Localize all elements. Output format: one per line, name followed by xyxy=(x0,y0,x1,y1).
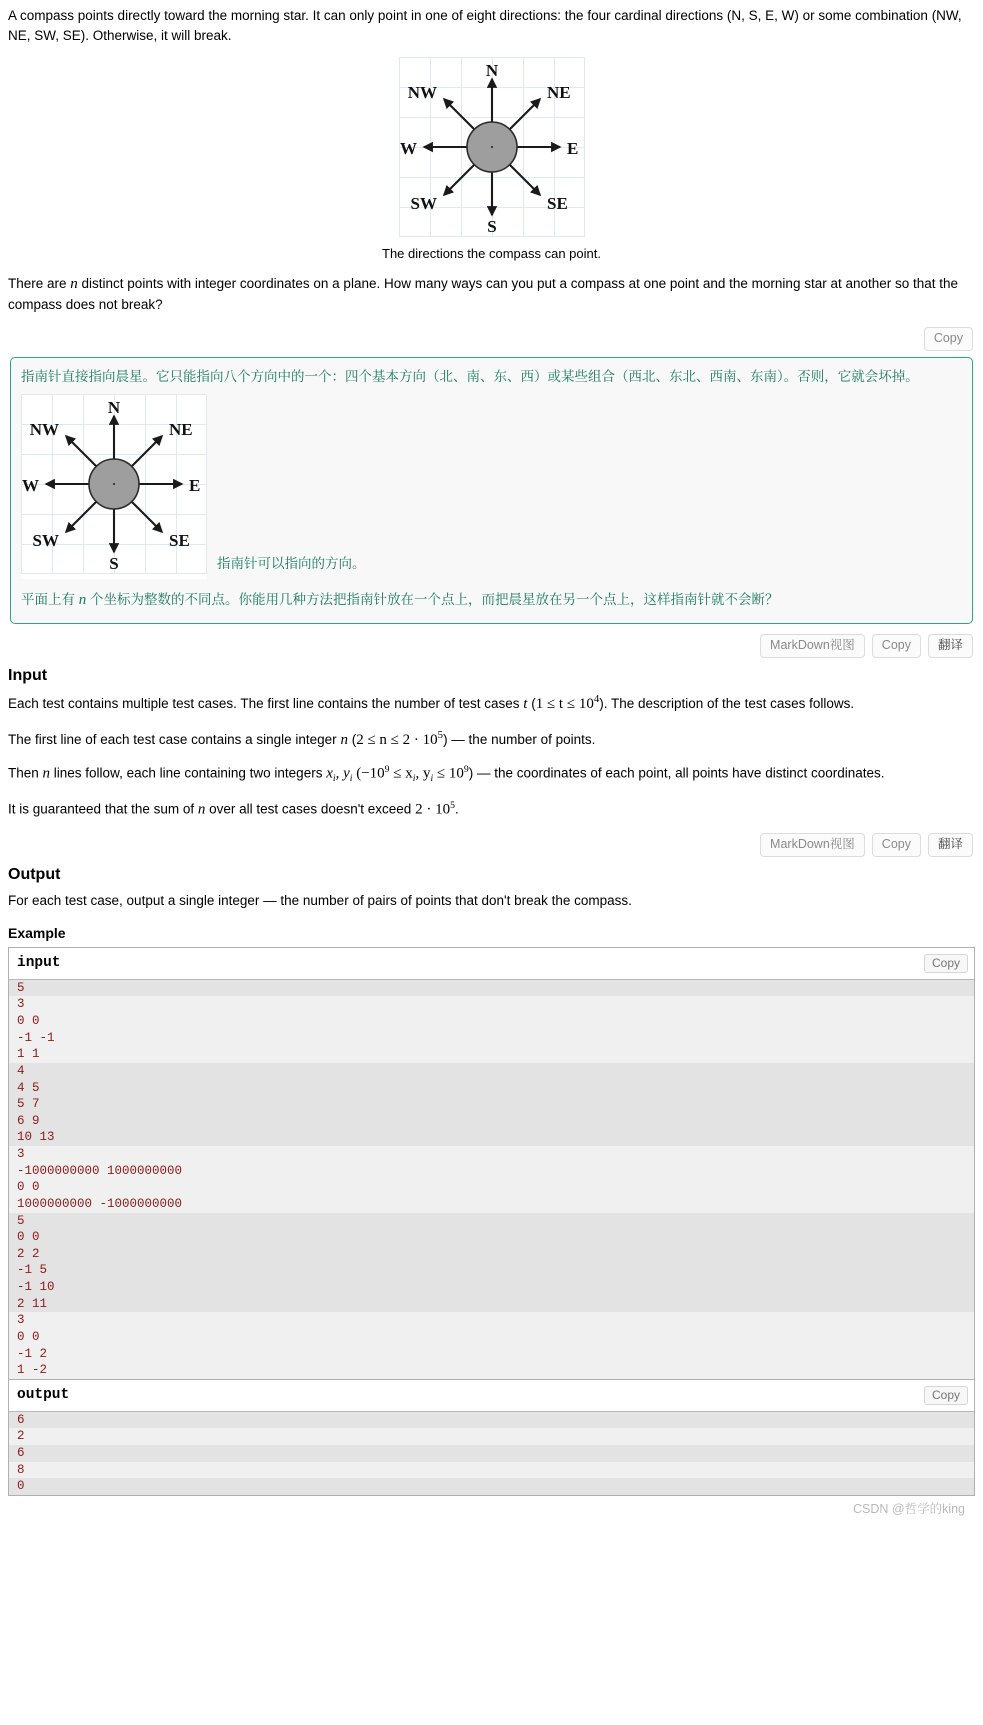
compass-label-ne: NE xyxy=(546,83,571,103)
compass-label-sw: SW xyxy=(410,194,437,214)
input-p4-a: It is guaranteed that the sum of xyxy=(8,801,198,817)
example-input-body xyxy=(9,980,974,1379)
figure-caption: The directions the compass can point. xyxy=(382,245,601,261)
input-p1-a: Each test contains multiple test cases. The first line contains the number of test cases xyxy=(8,695,524,711)
compass-label-se: SE xyxy=(546,194,568,214)
example-input-box xyxy=(8,947,975,1380)
io-line: 6 xyxy=(9,1445,974,1462)
translation-compass-label-nw: NW xyxy=(29,419,59,439)
io-line: 0 0 xyxy=(9,1329,974,1346)
input-p3-sub-i1: i xyxy=(332,773,336,785)
compass-label-w: W xyxy=(399,139,417,159)
input-p3-var-n: n xyxy=(42,765,51,782)
io-line: 4 xyxy=(9,1063,974,1080)
input-p3-a: Then xyxy=(8,765,43,781)
copy-button-statement[interactable]: Copy xyxy=(924,327,973,351)
input-p3-b: lines follow, each line containing two integers xyxy=(50,765,327,781)
input-p1-b: ( xyxy=(527,695,536,711)
output-heading: Output xyxy=(8,865,61,883)
toolbar-output xyxy=(8,833,973,857)
stmt2-part-b: distinct points with integer coordinates on a plane. How many ways can you put a compass at one point and the morning star at another so that the compass does not break? xyxy=(8,275,959,313)
input-p1-exponent: 4 xyxy=(593,692,600,705)
compass-label-s: S xyxy=(486,217,497,237)
io-line: 3 xyxy=(9,996,974,1013)
input-p3-g: ) — the coordinates of each point, all points have distinct coordinates. xyxy=(468,765,885,781)
trans2-part-a: 平面上有 xyxy=(21,592,79,608)
io-line: 0 xyxy=(9,1478,974,1495)
input-p3-exponent-1: 9 xyxy=(384,764,390,776)
markdown-view-button-output[interactable]: MarkDown视图 xyxy=(760,833,865,857)
io-line: -1 10 xyxy=(9,1279,974,1296)
input-p2-b: ( xyxy=(347,731,357,747)
copy-button-input[interactable]: Copy xyxy=(872,634,921,658)
io-line: 0 0 xyxy=(9,1013,974,1030)
input-p3-exponent-2: 9 xyxy=(463,764,469,776)
input-p2-range xyxy=(356,728,444,748)
example-heading: Example xyxy=(8,924,66,941)
io-line: 8 xyxy=(9,1462,974,1479)
output-paragraph: For each test case, output a single integer — the number of pairs of points that don't break the compass. xyxy=(8,892,632,908)
copy-button-example-input[interactable]: Copy xyxy=(924,954,968,973)
io-line: -1000000000 1000000000 xyxy=(9,1163,974,1180)
input-heading: Input xyxy=(8,666,48,684)
translation-paragraph-1: 指南针直接指向晨星。它只能指向八个方向中的一个：四个基本方向（北、南、东、西）或某些组合（西北、东北、西南、东南）。否则，它就会坏掉。 xyxy=(21,368,919,384)
io-line: 2 xyxy=(9,1428,974,1445)
translation-figure-row xyxy=(21,394,962,580)
io-line: 6 xyxy=(9,1412,974,1429)
statement-paragraph-2 xyxy=(8,274,975,315)
translation-compass-label-s: S xyxy=(109,553,119,573)
io-line: 5 xyxy=(9,1213,974,1230)
example-input-label: input xyxy=(17,954,61,971)
translation-compass-label-se: SE xyxy=(169,530,190,550)
input-paragraph-2 xyxy=(8,728,975,752)
stmt2-part-a: There are xyxy=(8,275,71,291)
io-line: 3 xyxy=(9,1146,974,1163)
io-line: 0 0 xyxy=(9,1229,974,1246)
io-line: 2 2 xyxy=(9,1246,974,1263)
input-p2-a: The first line of each test case contains a single integer xyxy=(8,731,341,747)
input-p4-c: . xyxy=(454,801,459,817)
translation-figure-caption: 指南针可以指向的方向。 xyxy=(217,555,366,571)
input-p4-value: 2 · 10 xyxy=(415,801,451,818)
input-p3-e: , y xyxy=(415,765,431,782)
example-output-label: output xyxy=(17,1386,70,1403)
input-p3-f: ≤ 10 xyxy=(433,765,464,782)
input-p3-sub-i3: i xyxy=(412,773,416,785)
input-p4-b: over all test cases doesn't exceed xyxy=(205,801,416,817)
trans2-part-b: 个坐标为整数的不同点。你能用几种方法把指南针放在一个点上，而把晨星放在另一个点上，这样指南针就不会断？ xyxy=(86,592,779,608)
io-line: -1 5 xyxy=(9,1262,974,1279)
translation-compass-label-sw: SW xyxy=(32,530,59,550)
input-p1-c: ). The description of the test cases follows. xyxy=(599,695,855,711)
input-p3-sub-i4: i xyxy=(430,773,434,785)
translation-panel xyxy=(10,357,973,624)
footer xyxy=(8,1496,975,1522)
watermark: CSDN @哲学的king xyxy=(852,1501,965,1516)
translation-compass-label-w: W xyxy=(22,475,39,495)
input-p3-c: (−10 xyxy=(352,765,385,782)
io-line: 4 5 xyxy=(9,1080,974,1097)
translation-compass-label-ne: NE xyxy=(169,419,193,439)
input-p1-var-t: t xyxy=(523,695,528,712)
translate-button-input[interactable]: 翻译 xyxy=(928,634,973,658)
io-line: -1 2 xyxy=(9,1346,974,1363)
io-line: 10 13 xyxy=(9,1129,974,1146)
translation-compass-label-n: N xyxy=(107,397,121,417)
compass-label-e: E xyxy=(566,139,578,159)
input-p2-range-text: 2 ≤ n ≤ 2 · 10 xyxy=(356,731,438,748)
compass-image xyxy=(399,57,585,243)
translation-compass-image xyxy=(21,394,207,580)
example-output-body xyxy=(9,1412,974,1495)
input-p4-var-n: n xyxy=(197,801,206,818)
input-paragraph-3 xyxy=(8,763,975,786)
io-line: -1 -1 xyxy=(9,1030,974,1047)
input-p3-d: ≤ x xyxy=(389,765,413,782)
input-p2-var-n: n xyxy=(340,731,348,748)
io-line: 6 9 xyxy=(9,1113,974,1130)
compass-label-n: N xyxy=(485,61,498,81)
compass-label-nw: NW xyxy=(407,83,437,103)
toolbar-statement xyxy=(8,327,973,351)
io-line: 1000000000 -1000000000 xyxy=(9,1196,974,1213)
markdown-view-button-input[interactable]: MarkDown视图 xyxy=(760,634,865,658)
io-line: 3 xyxy=(9,1312,974,1329)
copy-button-example-output[interactable]: Copy xyxy=(924,1386,968,1405)
input-p4-exponent: 5 xyxy=(450,799,455,811)
example-output-box xyxy=(8,1380,975,1496)
compass-svg xyxy=(399,57,585,237)
translation-compass-svg xyxy=(21,394,207,574)
input-paragraph-1 xyxy=(8,692,975,716)
input-p3-var-x: x xyxy=(326,765,333,782)
input-p1-range xyxy=(535,692,600,712)
example-input-header xyxy=(9,948,974,980)
io-line: 0 0 xyxy=(9,1179,974,1196)
input-p1-range-text: 1 ≤ t ≤ 10 xyxy=(535,695,594,712)
io-line: 1 1 xyxy=(9,1046,974,1063)
example-output-header xyxy=(9,1380,974,1412)
input-paragraph-4 xyxy=(8,799,975,821)
io-line: 5 7 xyxy=(9,1096,974,1113)
statement-paragraph-1: A compass points directly toward the morning star. It can only point in one of eight directions: the four cardinal directions (N, S, E, W) or some combination (NW, NE, SW, SE). Otherwise, it will break. xyxy=(8,8,962,43)
input-p2-exponent: 5 xyxy=(437,728,444,741)
input-p2-c: ) — the number of points. xyxy=(443,731,596,747)
io-line: 5 xyxy=(9,980,974,997)
input-p3-sub-i2: i xyxy=(349,773,353,785)
stmt2-var-n: n xyxy=(70,275,78,292)
translation-compass-label-e: E xyxy=(189,475,201,495)
copy-button-output[interactable]: Copy xyxy=(872,833,921,857)
toolbar-input xyxy=(8,634,973,658)
input-p3-var-y: , y xyxy=(335,765,350,782)
trans2-var-n: n xyxy=(78,592,87,609)
io-line: 1 -2 xyxy=(9,1362,974,1379)
translation-paragraph-2 xyxy=(21,589,962,612)
io-line: 2 11 xyxy=(9,1296,974,1313)
compass-figure xyxy=(8,57,975,243)
translate-button-output[interactable]: 翻译 xyxy=(928,833,973,857)
